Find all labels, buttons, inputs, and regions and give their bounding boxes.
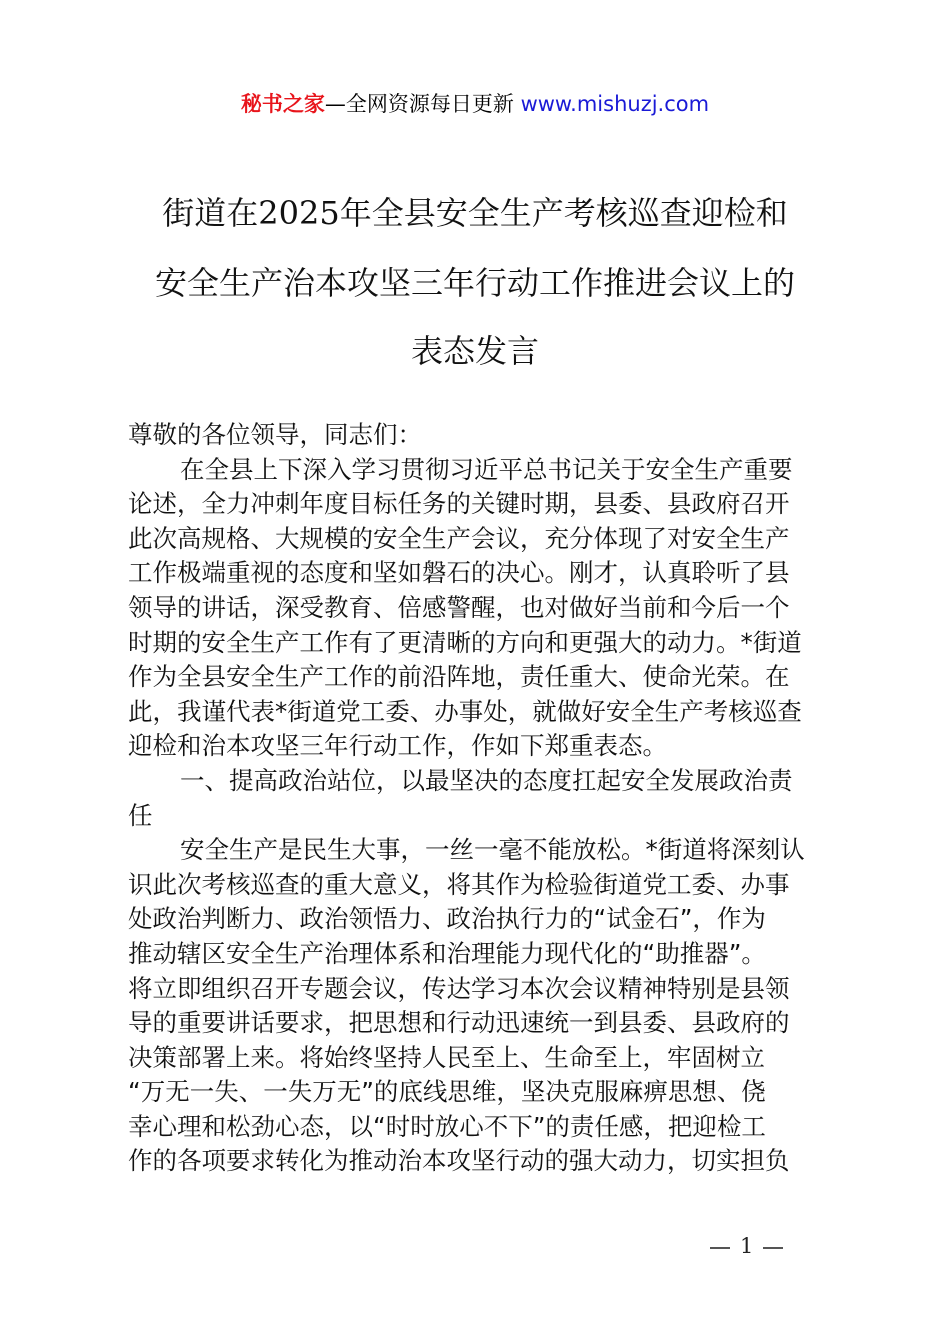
footer-dash-left (710, 1247, 730, 1249)
body-line: 此，我谨代表*街道党工委、办事处，就做好安全生产考核巡查 (128, 696, 802, 726)
body-line: 时期的安全生产工作有了更清晰的方向和更强大的动力。*街道 (128, 627, 802, 657)
page-number: 1 (740, 1234, 754, 1258)
footer-dash-right (763, 1247, 783, 1249)
site-url-link[interactable]: www.mishuzj.com (520, 92, 710, 116)
body-line: 此次高规格、大规模的安全生产会议，充分体现了对安全生产 (128, 523, 790, 553)
body-line: 作为全县安全生产工作的前沿阵地，责任重大、使命光荣。在 (128, 662, 790, 692)
body-line: 在全县上下深入学习贯彻习近平总书记关于安全生产重要 (180, 454, 793, 484)
body-line: 领导的讲话，深受教育、倍感警醒，也对做好当前和今后一个 (128, 592, 790, 622)
body-line: 安全生产是民生大事，一丝一毫不能放松。*街道将深刻认 (180, 835, 805, 865)
body-line: 导的重要讲话要求，把思想和行动迅速统一到县委、县政府的 (128, 1008, 790, 1038)
body-line: “万无一失、一失万无”的底线思维，坚决克服麻痹思想、侥 (128, 1077, 766, 1107)
document-body (128, 418, 832, 1179)
site-banner (0, 88, 950, 120)
document-title-line-1: 街道在2025年全县安全生产考核巡查迎检和 (162, 194, 788, 232)
body-line: 作的各项要求转化为推动治本攻坚行动的强大动力，切实担负 (128, 1146, 790, 1176)
document-title-line-3: 表态发言 (410, 332, 539, 370)
body-line: 论述，全力冲刺年度目标任务的关键时期，县委、县政府召开 (128, 489, 790, 519)
banner-tagline: —全网资源每日更新 (324, 92, 514, 116)
body-line: 工作极端重视的态度和坚如磐石的决心。刚才，认真聆听了县 (128, 558, 790, 588)
section-heading-cont: 任 (128, 800, 153, 830)
page-footer (700, 1234, 793, 1258)
body-line: 将立即组织召开专题会议，传达学习本次会议精神特别是县领 (128, 973, 790, 1003)
brand-name: 秘书之家 (240, 92, 325, 116)
body-line: 识此次考核巡查的重大意义，将其作为检验街道党工委、办事 (128, 869, 790, 899)
body-line: 处政治判断力、政治领悟力、政治执行力的“试金石”，作为 (128, 904, 766, 934)
body-line: 推动辖区安全生产治理体系和治理能力现代化的“助推器”。 (128, 938, 766, 968)
section-heading: 一、提高政治站位，以最坚决的态度扛起安全发展政治责 (180, 765, 793, 795)
salutation: 尊敬的各位领导，同志们： (128, 420, 422, 449)
body-line: 决策部署上来。将始终坚持人民至上、生命至上，牢固树立 (128, 1042, 765, 1072)
body-line: 迎检和治本攻坚三年行动工作，作如下郑重表态。 (128, 731, 667, 761)
document-title-line-2: 安全生产治本攻坚三年行动工作推进会议上的 (154, 264, 795, 302)
body-line: 幸心理和松劲心态，以“时时放心不下”的责任感，把迎检工 (128, 1111, 766, 1141)
